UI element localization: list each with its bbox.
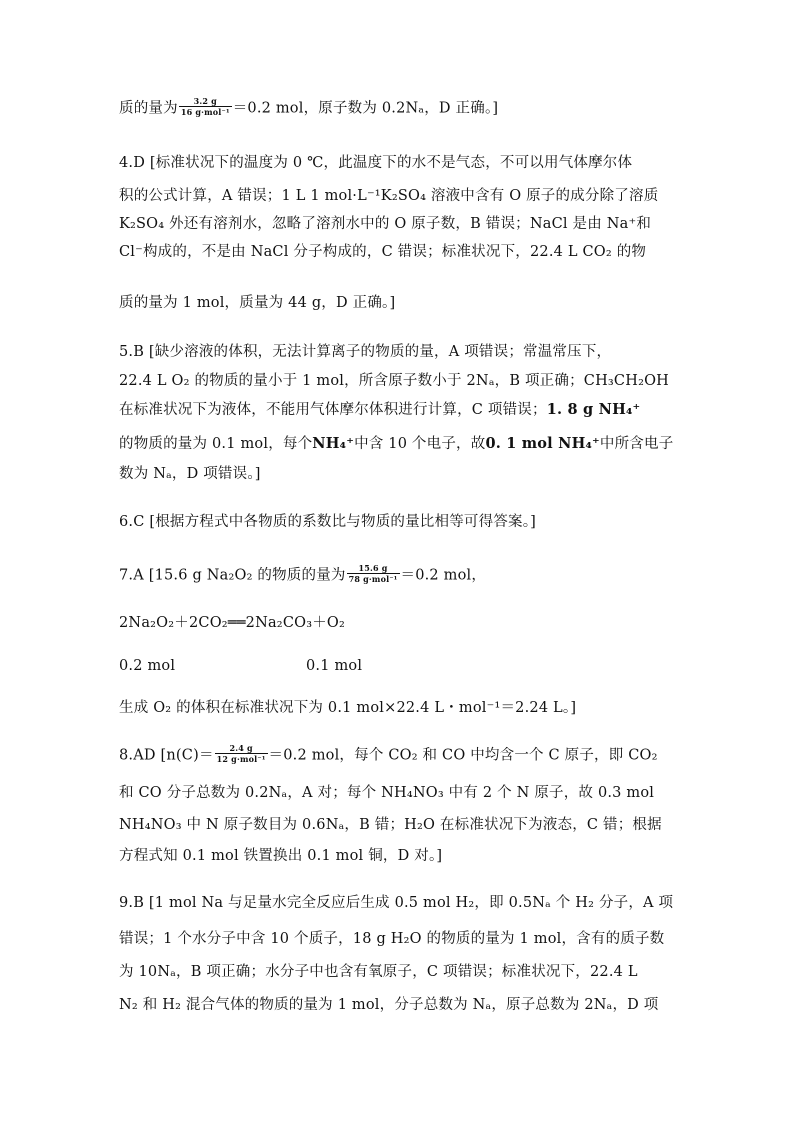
bold-formula: 0. 1 mol NH₄⁺	[485, 435, 600, 452]
text: 的物质的量为 0.1 mol，每个	[119, 436, 313, 452]
bold-formula: 1. 8 g NH₄⁺	[546, 401, 641, 418]
answer-4-line-4: Cl⁻构成的，不是由 NaCl 分子构成的，C 错误；标准状况下，22.4 L CO₂ 的物	[119, 244, 647, 260]
bold-formula: NH₄⁺	[312, 435, 355, 452]
fraction-numerator: 3.2 g	[179, 96, 232, 107]
answer-7-equation: 2Na₂O₂＋2CO₂══2Na₂CO₃＋O₂	[119, 615, 346, 631]
answer-9-line-3: 为 10Nₐ，B 项正确；水分子中也含有氧原子，C 项错误；标准状况下，22.4 L	[119, 964, 638, 980]
answer-5-line-1: 5.B [缺少溶液的体积，无法计算离子的物质的量，A 项错误；常温常压下，	[119, 344, 612, 360]
answer-5-line-4	[119, 434, 679, 454]
text: ＝0.2 mol，	[400, 567, 487, 584]
answer-4-line-3: K₂SO₄ 外还有溶剂水，忽略了溶剂水中的 O 原子数，B 错误；NaCl 是由 Na⁺和	[119, 216, 652, 232]
answer-7-line-last: 生成 O₂ 的体积在标准状况下为 0.1 mol×22.4 L・mol⁻¹＝2.24 L。]	[119, 700, 577, 716]
answer-6-line-1: 6.C [根据方程式中各物质的系数比与物质的量比相等可得答案。]	[119, 514, 536, 530]
text: 8.AD [n(C)＝	[119, 747, 214, 764]
answer-8-line-1	[119, 745, 679, 766]
text: ＝0.2 mol，每个 CO₂ 和 CO 中均含一个 C 原子，即 CO₂	[268, 747, 658, 764]
answer-7-amounts	[119, 656, 679, 676]
answer-9-line-1: 9.B [1 mol Na 与足量水完全反应后生成 0.5 mol H₂，即 0.5Nₐ 个 H₂ 分子，A 项	[119, 895, 674, 911]
fraction-denominator: 16 g·mol⁻¹	[180, 107, 230, 117]
text: 7.A [15.6 g Na₂O₂ 的物质的量为	[119, 567, 346, 584]
answer-8-line-3: NH₄NO₃ 中 N 原子数目为 0.6Nₐ，B 错；H₂O 在标准状况下为液态，C 错；根据	[119, 817, 662, 833]
fraction-denominator: 12 g·mol⁻¹	[216, 754, 266, 764]
text: ＝0.2 mol，原子数为 0.2Nₐ，D 正确。]	[232, 100, 499, 117]
answer-5-line-3	[119, 400, 679, 420]
amount-1: 0.2 mol	[119, 658, 176, 674]
answer-8-line-2: 和 CO 分子总数为 0.2Nₐ，A 对；每个 NH₄NO₃ 中有 2 个 N 原子，故 0.3 mol	[119, 785, 655, 801]
fraction-numerator: 2.4 g	[215, 743, 268, 754]
answer-5-line-5: 数为 Nₐ，D 项错误。]	[119, 466, 261, 482]
answer-4-line-2: 积的公式计算，A 错误；1 L 1 mol·L⁻¹K₂SO₄ 溶液中含有 O 原子的成分除了溶质	[119, 188, 659, 204]
amount-2: 0.1 mol	[306, 658, 363, 674]
fraction-denominator: 78 g·mol⁻¹	[348, 574, 398, 584]
text: 在标准状况下为液体，不能用气体摩尔体积进行计算，C 项错误；	[119, 402, 547, 418]
text: 质的量为	[119, 100, 178, 117]
answer-4-line-1: 4.D [标准状况下的温度为 0 ℃，此温度下的水不是气态，不可以用气体摩尔体	[119, 155, 633, 171]
answer-4-line-5: 质的量为 1 mol，质量为 44 g，D 正确。]	[119, 295, 396, 311]
text: 中所含电子	[599, 436, 674, 452]
fraction	[215, 743, 268, 764]
fraction-numerator: 15.6 g	[347, 563, 400, 574]
answer-3-tail	[119, 98, 679, 119]
answer-9-line-4: N₂ 和 H₂ 混合气体的物质的量为 1 mol，分子总数为 Nₐ，原子总数为 2Nₐ，D 项	[119, 997, 659, 1013]
answer-7-line-1	[119, 565, 679, 586]
fraction	[179, 96, 232, 117]
answer-8-line-4: 方程式知 0.1 mol 铁置换出 0.1 mol 铜，D 对。]	[119, 848, 443, 864]
answer-9-line-2: 错误；1 个水分子中含 10 个质子，18 g H₂O 的物质的量为 1 mol，含有的质子数	[119, 931, 665, 947]
fraction	[347, 563, 400, 584]
text: 中含 10 个电子，故	[354, 436, 486, 452]
answer-5-line-2: 22.4 L O₂ 的物质的量小于 1 mol，所含原子数小于 2Nₐ，B 项正确；CH₃CH₂OH	[119, 373, 670, 389]
